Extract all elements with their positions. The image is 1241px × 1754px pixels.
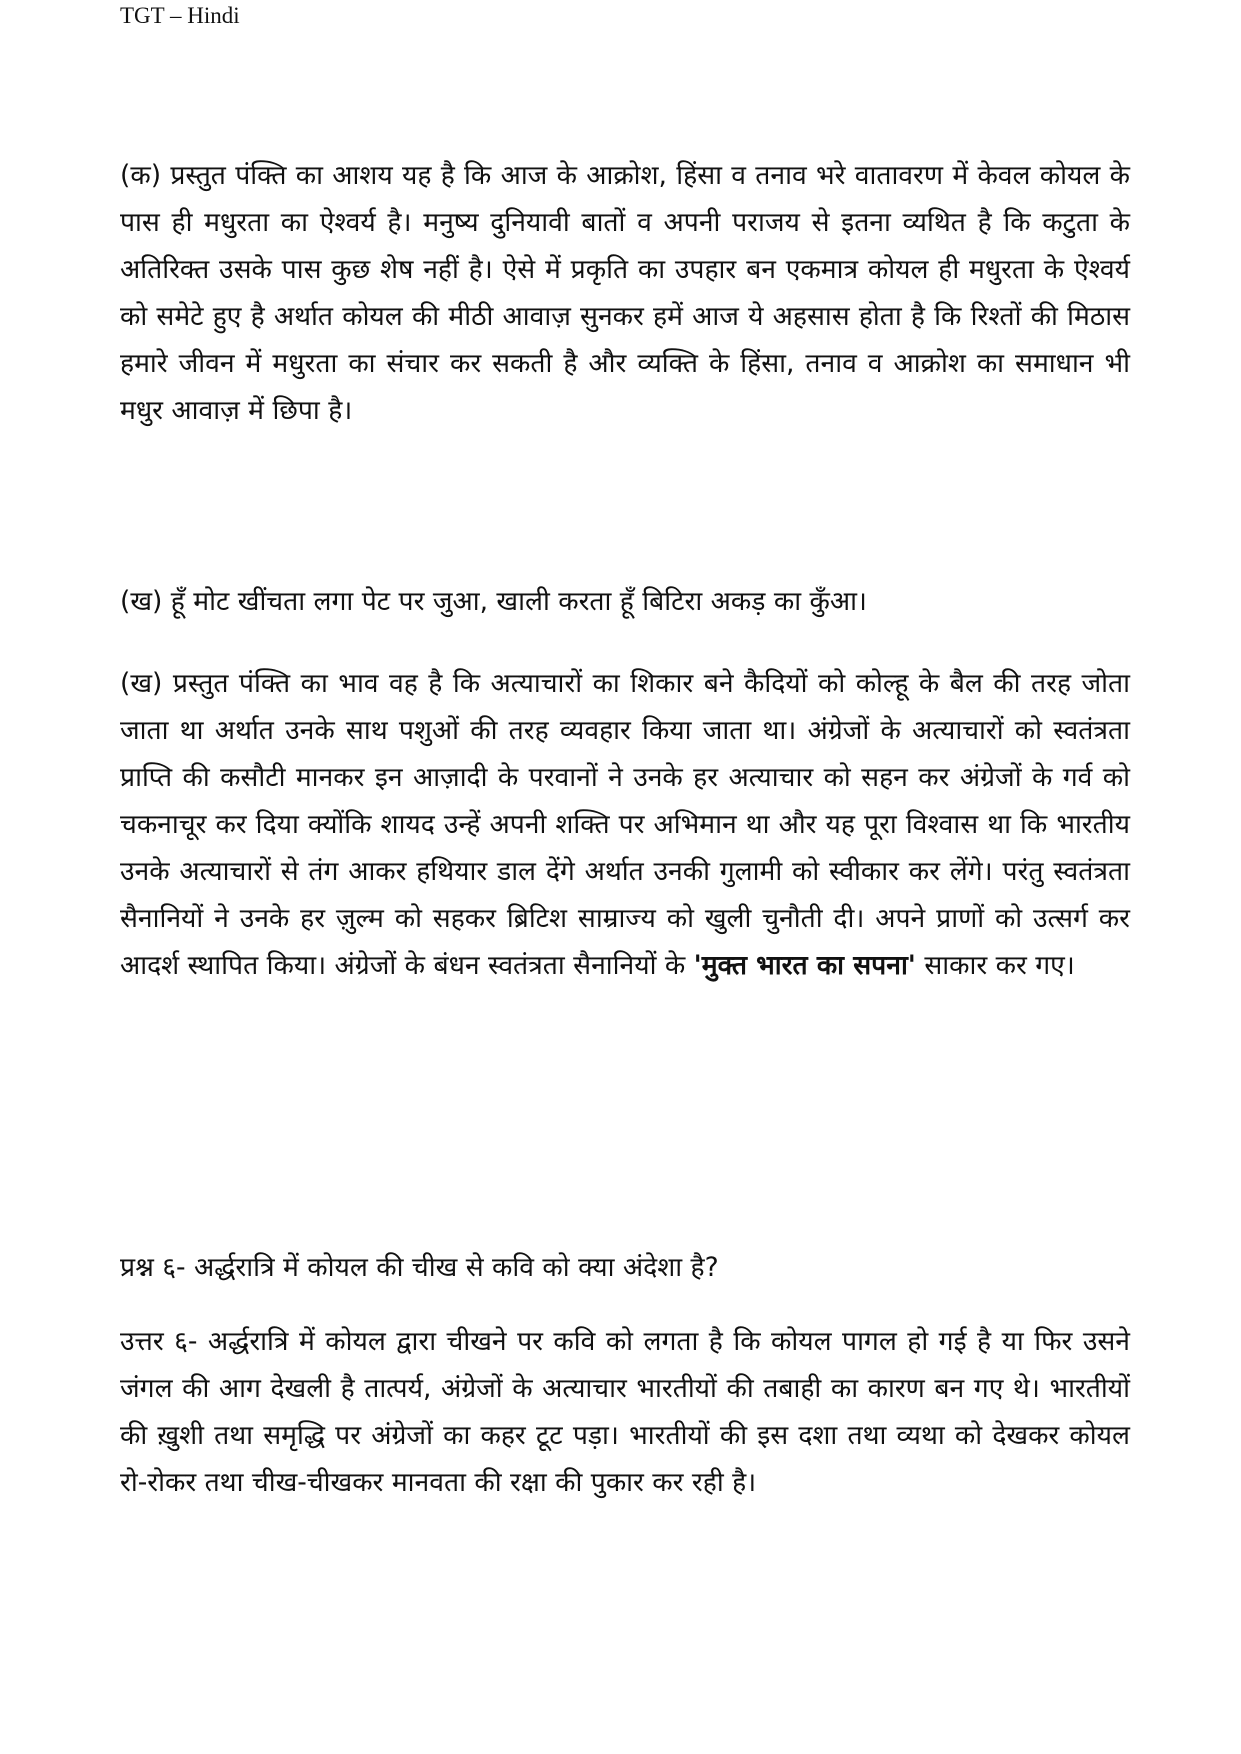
answer-kha-text: (ख) प्रस्तुत पंक्ति का भाव वह है कि अत्याचारों का शिकार बने कैदियों को कोल्हू के बैल की तरह जोता जाता था अर्थात उनके साथ पशुओं की तरह व्यवहार किया जाता था। अंग्रेजों के अत्याचारों को स्वतंत्रता प्राप्ति की कसौटी मानकर इन आज़ादी के परवानों ने उनके हर अत्याचार को सहन कर अंग्रेजों के गर्व को चकनाचूर कर दिया क्योंकि शायद उन्हें अपनी शक्ति पर अभिमान था और यह पूरा विश्वास था कि भारतीय उनके अत्याचारों से तंग आकर हथियार डाल देंगे अर्थात उनकी गुलामी को स्वीकार कर लेंगे। परंतु स्वतंत्रता सैनानियों ने उनके हर ज़ुल्म को सहकर ब्रिटिश साम्राज्य को खुली चुनौती दी। अपने प्राणों को उत्सर्ग कर आदर्श स्थापित किया। अंग्रेजों के बंधन स्वतंत्रता सैनानियों के bbox=[120, 668, 1130, 981]
page-header: TGT – Hindi bbox=[120, 3, 240, 28]
answer-paragraph-ka: (क) प्रस्तुत पंक्ति का आशय यह है कि आज के आक्रोश, हिंसा व तनाव भरे वातावरण में केवल कोयल के पास ही मधुरता का ऐश्वर्य है। मनुष्य दुनियावी बातों व अपनी पराजय से इतना व्यथित है कि कटुता के अतिरिक्त उसके पास कुछ शेष नहीं है। ऐसे में प्रकृति का उपहार बन एकमात्र कोयल ही मधुरता के ऐश्वर्य को समेटे हुए है अर्थात कोयल की मीठी आवाज़ सुनकर हमें आज ये अहसास होता है कि रिश्तों की मिठास हमारे जीवन में मधुरता का संचार कर सकती है और व्यक्ति के हिंसा, तनाव व आक्रोश का समाधान भी मधुर आवाज़ में छिपा है। bbox=[120, 160, 1130, 426]
answer-6: उत्तर ६- अर्द्धरात्रि में कोयल द्वारा चीखने पर कवि को लगता है कि कोयल पागल हो गई है या फिर उसने जंगल की आग देखली है तात्पर्य, अंग्रेजों के अत्याचार भारतीयों की तबाही का कारण बन गए थे। भारतीयों की ख़ुशी तथा समृद्धि पर अंग्रेजों का कहर टूट पड़ा। भारतीयों की इस दशा तथा व्यथा को देखकर कोयल रो-रोकर तथा चीख-चीखकर मानवता की रक्षा की पुकार कर रही है। bbox=[120, 1326, 1130, 1498]
quoted-line-kha: (ख) हूँ मोट खींचता लगा पेट पर जुआ, खाली करता हूँ बिटिरा अकड़ का कुँआ। bbox=[120, 586, 867, 617]
answer-kha-ending: साकार कर गए। bbox=[915, 950, 1075, 981]
question-6: प्रश्न ६- अर्द्धरात्रि में कोयल की चीख से कवि को क्या अंदेशा है? bbox=[120, 1252, 719, 1283]
answer-paragraph-kha bbox=[120, 660, 1130, 989]
bold-phrase: 'मुक्त भारत का सपना' bbox=[693, 950, 916, 981]
